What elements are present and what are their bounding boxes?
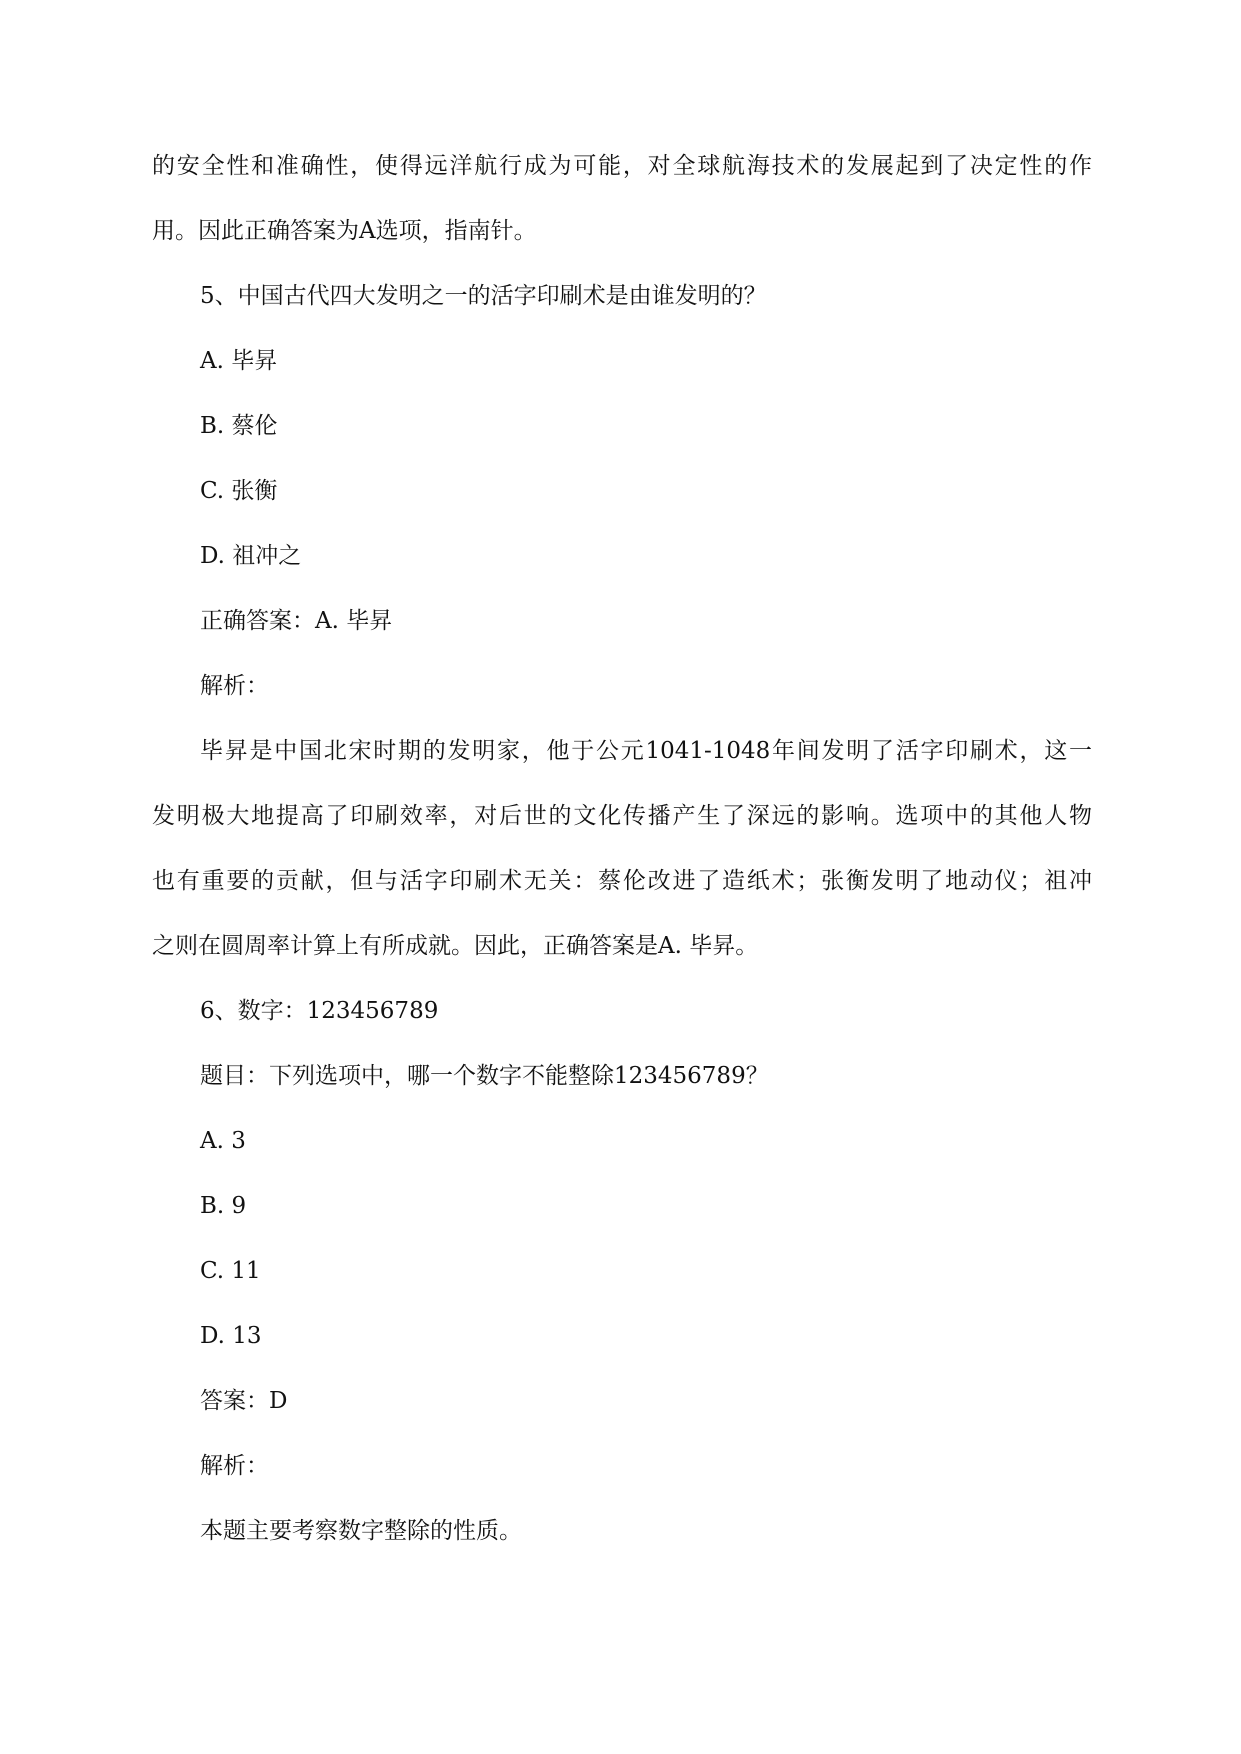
q6-option-c: C. 11 bbox=[200, 1258, 261, 1284]
continuation-line-1: 的安全性和准确性，使得远洋航行成为可能，对全球航海技术的发展起到了决定性的作 bbox=[152, 153, 1092, 179]
q5-option-a: A. 毕昇 bbox=[200, 348, 278, 374]
q5-option-b: B. 蔡伦 bbox=[200, 413, 278, 439]
q6-answer: 答案：D bbox=[200, 1388, 288, 1414]
q5-answer: 正确答案：A. 毕昇 bbox=[200, 608, 393, 634]
q5-analysis-line-2: 发明极大地提高了印刷效率，对后世的文化传播产生了深远的影响。选项中的其他人物 bbox=[152, 803, 1092, 829]
q5-analysis-line-1: 毕昇是中国北宋时期的发明家，他于公元1041-1048年间发明了活字印刷术，这一 bbox=[200, 738, 1092, 764]
q6-analysis-text: 本题主要考察数字整除的性质。 bbox=[200, 1518, 522, 1544]
q5-analysis-line-3: 也有重要的贡献，但与活字印刷术无关：蔡伦改进了造纸术；张衡发明了地动仪；祖冲 bbox=[152, 868, 1092, 894]
q5-option-c: C. 张衡 bbox=[200, 478, 278, 504]
q6-analysis-label: 解析： bbox=[200, 1453, 269, 1479]
q5-option-d: D. 祖冲之 bbox=[200, 543, 302, 569]
q6-option-a: A. 3 bbox=[200, 1128, 246, 1154]
q5-analysis-line-4: 之则在圆周率计算上有所成就。因此，正确答案是A. 毕昇。 bbox=[152, 933, 759, 959]
q6-header: 6、数字：123456789 bbox=[200, 998, 439, 1024]
q5-analysis-label: 解析： bbox=[200, 673, 269, 699]
q6-option-d: D. 13 bbox=[200, 1323, 262, 1349]
q6-option-b: B. 9 bbox=[200, 1193, 247, 1219]
q5-question: 5、中国古代四大发明之一的活字印刷术是由谁发明的？ bbox=[200, 283, 767, 309]
continuation-line-2: 用。因此正确答案为A选项，指南针。 bbox=[152, 218, 537, 244]
q6-question: 题目：下列选项中，哪一个数字不能整除123456789？ bbox=[200, 1063, 769, 1089]
